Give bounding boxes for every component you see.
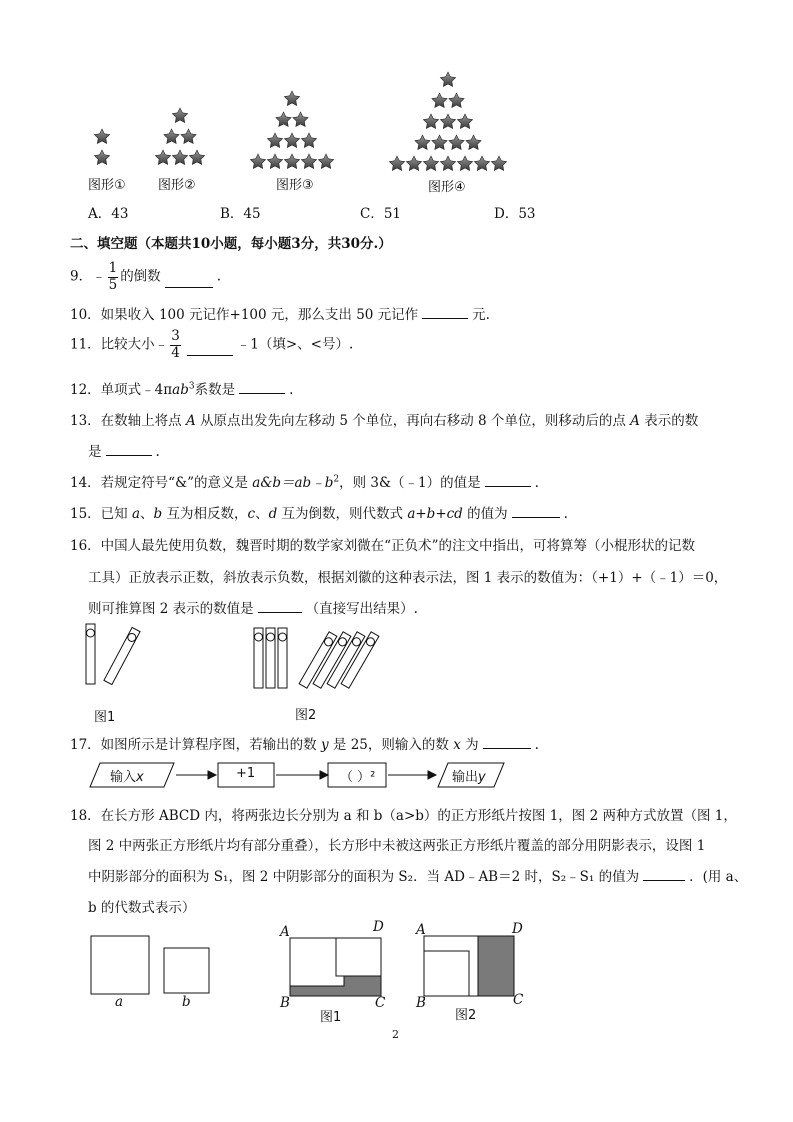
star-icon: [440, 156, 455, 170]
square-a-label: a: [115, 994, 124, 1010]
star-icon: [172, 108, 187, 122]
star-icon: [415, 135, 430, 149]
flow-plus-one-box: +1: [236, 766, 256, 781]
star-icon: [189, 150, 204, 164]
star-icon: [440, 72, 455, 86]
fig1-vertex-a: A: [280, 924, 290, 940]
star-icon: [94, 129, 109, 143]
question-12: 12．单项式﹣4πab$^3$系数是 .: [70, 381, 294, 398]
question-16-line-3: 则可推算图 2 表示的数值是 （直接写出结果）.: [88, 601, 418, 617]
star-icon: [474, 156, 489, 170]
question-18-line-4: b 的代数式表示）: [88, 900, 196, 916]
answer-blank[interactable]: [258, 611, 302, 613]
rods-figure-2-caption: 图2: [295, 708, 317, 723]
star-icon: [318, 154, 333, 168]
flow-square-box: （ ）²: [340, 770, 376, 785]
star-icon: [250, 154, 265, 168]
rectangle-figure-1: [284, 924, 394, 1004]
star-icon: [267, 154, 282, 168]
star-icon: [293, 112, 308, 126]
star-icon: [155, 150, 170, 164]
fig1-vertex-b: B: [280, 995, 290, 1011]
answer-blank[interactable]: [643, 879, 685, 881]
star-icon: [284, 133, 299, 147]
star-icon: [284, 154, 299, 168]
star-icon: [301, 154, 316, 168]
answer-blank[interactable]: [483, 747, 531, 749]
fraction: $\frac{3}{4}$: [171, 328, 180, 361]
question-11: 11．比较大小﹣ $\frac{3}{4}$ ﹣1（填>、<号）.: [70, 328, 354, 361]
option-c: C．51: [360, 206, 402, 222]
star-icon: [457, 156, 472, 170]
question-16-line-2: 工具）正放表示正数，斜放表示负数，根据刘徽的这种表示法，图 1 表示的数值为：（+1）+（﹣1）＝0，: [88, 570, 728, 586]
fig2-vertex-d: D: [512, 921, 523, 937]
star-icon: [440, 114, 455, 128]
program-flowchart: [88, 760, 508, 790]
star-icon: [267, 133, 282, 147]
fraction: $\frac{1}{5}$: [108, 260, 118, 293]
star-icon: [466, 135, 481, 149]
rectangle-figure-2-caption: 图2: [455, 1008, 477, 1023]
fig2-vertex-a: A: [416, 922, 426, 938]
flow-input-box: 输入x: [110, 770, 144, 785]
star-icon: [284, 91, 299, 105]
question-16-line-1: 16．中国人最先使用负数，魏晋时期的数学家刘微在“正负术”的注文中指出，可将算筹（小棍形状的记数: [70, 538, 695, 554]
question-14: 14．若规定符号“&”的意义是 $a\&b=ab﹣b^2$，则 3&（﹣1）的值是 .: [70, 474, 539, 491]
star-icon: [457, 114, 472, 128]
answer-blank[interactable]: [422, 317, 468, 319]
question-15: 15．已知 a、b 互为相反数，c、d 互为倒数，则代数式 a+b+cd 的值为 .: [70, 506, 568, 522]
option-b: B．45: [220, 206, 261, 222]
star-icon: [181, 129, 196, 143]
flow-output-box: 输出y: [452, 770, 486, 785]
answer-blank[interactable]: [485, 485, 531, 487]
star-icon: [389, 156, 404, 170]
star-icon: [301, 133, 316, 147]
section-2-title: 二、填空题（本题共10小题，每小题3分，共30分.）: [70, 236, 392, 252]
star-icon: [432, 135, 447, 149]
star-icon: [94, 150, 109, 164]
counting-rods-figure-2: [248, 620, 398, 695]
squares-a-b-figure: [88, 930, 218, 1000]
option-a: A．43: [88, 206, 129, 222]
answer-blank[interactable]: [165, 286, 213, 288]
fig2-vertex-b: B: [416, 995, 426, 1011]
fig1-vertex-d: D: [373, 919, 384, 935]
star-icon: [449, 135, 464, 149]
answer-blank[interactable]: [187, 354, 233, 356]
square-b-label: b: [182, 994, 191, 1010]
question-18-line-3: 中阴影部分的面积为 S₁，图 2 中阴影部分的面积为 S₂．当 AD﹣AB＝2 时，S₂﹣S₁ 的值为 ．(用 a、: [88, 869, 748, 885]
star-icon: [172, 150, 187, 164]
star-icon: [406, 156, 421, 170]
page-number: 2: [392, 1028, 399, 1041]
figure-2-caption: 图形②: [158, 178, 196, 193]
star-icon: [449, 93, 464, 107]
figure-1-caption: 图形①: [88, 178, 126, 193]
star-icon: [491, 156, 506, 170]
star-icon: [423, 156, 438, 170]
question-13-line-1: 13．在数轴上将点 A 从原点出发先向左移动 5 个单位，再向右移动 8 个单位，则移动后的点 A 表示的数: [70, 413, 699, 429]
answer-blank[interactable]: [106, 454, 152, 456]
rods-figure-1-caption: 图1: [94, 710, 116, 725]
star-icon: [276, 112, 291, 126]
fig1-vertex-c: C: [375, 995, 386, 1011]
rectangle-figure-1-caption: 图1: [320, 1010, 342, 1025]
star-icon: [164, 129, 179, 143]
figure-3-caption: 图形③: [276, 178, 314, 193]
question-18-line-2: 图 2 中两张正方形纸片均有部分重叠），长方形中未被这两张正方形纸片覆盖的部分用阴影表示，设图 1: [88, 838, 706, 854]
question-18-line-1: 18．在长方形 ABCD 内，将两张边长分别为 a 和 b（a>b）的正方形纸片按图 1，图 2 两种方式放置（图 1，: [70, 808, 737, 824]
question-13-line-2: 是 .: [88, 444, 160, 460]
question-9: 9．﹣ $\frac{1}{5}$ 的倒数 .: [70, 260, 221, 293]
option-d: D．53: [494, 206, 536, 222]
answer-blank[interactable]: [239, 392, 285, 394]
answer-blank[interactable]: [512, 516, 560, 518]
counting-rods-figure-1: [80, 620, 150, 690]
star-icon: [432, 93, 447, 107]
question-17: 17．如图所示是计算程序图，若输出的数 y 是 25，则输入的数 x 为 .: [70, 737, 539, 753]
rectangle-figure-2: [414, 924, 524, 1004]
fig2-vertex-c: C: [513, 992, 524, 1008]
figure-4-caption: 图形④: [428, 180, 466, 195]
star-icon: [423, 114, 438, 128]
question-10: 10．如果收入 100 元记作+100 元，那么支出 50 元记作 元.: [70, 307, 490, 323]
